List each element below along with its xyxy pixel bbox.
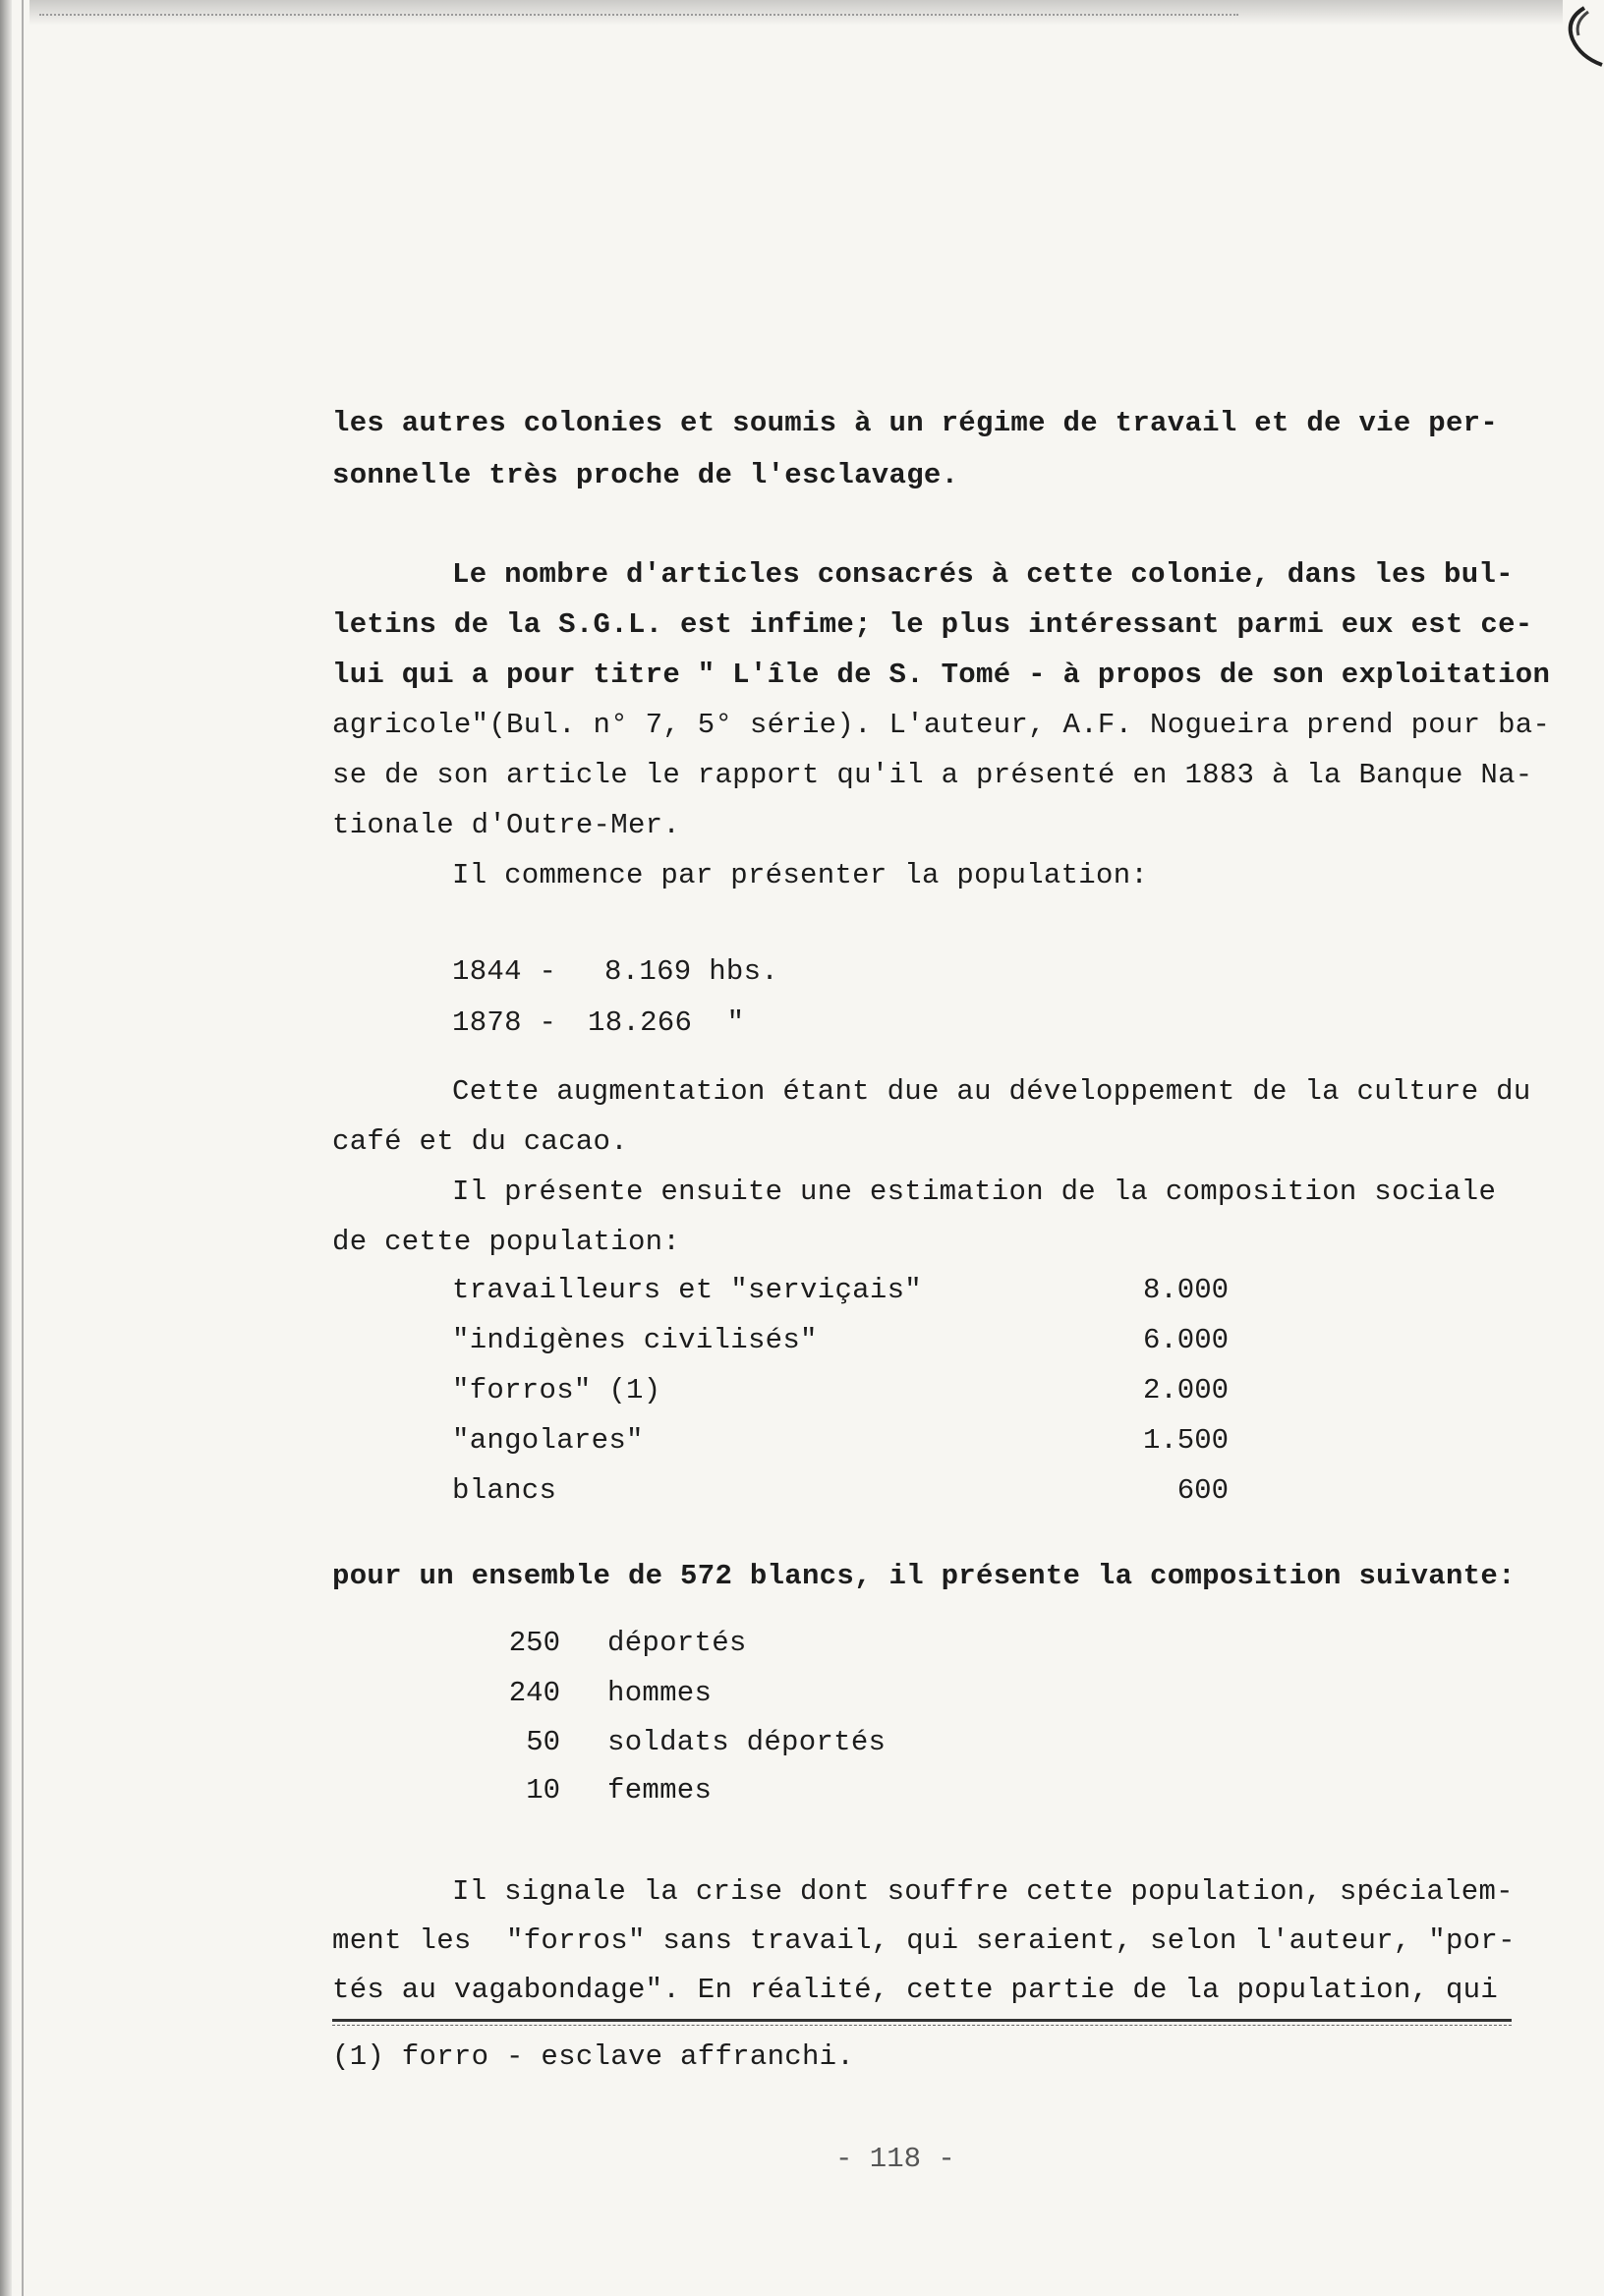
white-value-3: 50: [526, 1726, 560, 1758]
white-label-2: hommes: [607, 1677, 713, 1709]
white-label-4: femmes: [607, 1774, 713, 1807]
population-year-1844: 1844 -: [452, 955, 557, 988]
scan-left-line: [22, 0, 24, 2296]
paragraph2-line-4: agricole"(Bul. n° 7, 5° série). L'auteur, A.F. Nogueira prend pour ba-: [332, 709, 1551, 741]
paragraph5-line-2: ment les "forros" sans travail, qui seraient, selon l'auteur, "por-: [332, 1924, 1516, 1957]
footnote-rule-secondary: [332, 2025, 1512, 2026]
white-value-4: 10: [526, 1774, 560, 1807]
paragraph2-line-1: Le nombre d'articles consacrés à cette colonie, dans les bul-: [452, 558, 1514, 591]
intro-population: Il commence par présenter la population:: [452, 859, 1149, 891]
intro-whites: pour un ensemble de 572 blancs, il présente la composition suivante:: [332, 1560, 1516, 1592]
paragraph2-line-2: letins de la S.G.L. est infime; le plus intéressant parmi eux est ce-: [332, 608, 1533, 641]
footnote: (1) forro - esclave affranchi.: [332, 2040, 855, 2073]
paragraph4-line-2: de cette population:: [332, 1226, 681, 1258]
social-value-4: 1.500: [1142, 1424, 1229, 1457]
paragraph5-line-1: Il signale la crise dont souffre cette population, spécialem-: [452, 1875, 1514, 1908]
white-label-3: soldats déportés: [607, 1726, 887, 1758]
paragraph2-line-6: tionale d'Outre-Mer.: [332, 809, 681, 841]
page-number: - 118 -: [835, 2143, 955, 2175]
white-value-1: 250: [508, 1627, 560, 1659]
population-value-1844: 8.169 hbs.: [604, 955, 779, 988]
social-label-1: travailleurs et "serviçais": [452, 1274, 922, 1306]
paragraph2-line-5: se de son article le rapport qu'il a présenté en 1883 à la Banque Na-: [332, 759, 1533, 791]
social-value-1: 8.000: [1142, 1274, 1229, 1306]
social-value-2: 6.000: [1142, 1324, 1229, 1356]
paragraph3-line-2: café et du cacao.: [332, 1125, 628, 1158]
white-value-2: 240: [508, 1677, 560, 1709]
paragraph4-line-1: Il présente ensuite une estimation de la composition sociale: [452, 1176, 1497, 1208]
scan-top-edge: [29, 0, 1563, 26]
paragraph1-line-1: les autres colonies et soumis à un régime de travail et de vie per-: [332, 407, 1499, 439]
social-label-2: "indigènes civilisés": [452, 1324, 818, 1356]
social-value-5: 600: [1176, 1474, 1229, 1507]
paragraph1-line-2: sonnelle très proche de l'esclavage.: [332, 459, 959, 491]
paragraph3-line-1: Cette augmentation étant due au développement de la culture du: [452, 1075, 1531, 1108]
social-label-4: "angolares": [452, 1424, 644, 1457]
population-value-1878: 18.266 ": [588, 1006, 745, 1039]
scan-left-edge: [0, 0, 12, 2296]
footnote-rule: [332, 2019, 1512, 2022]
paragraph5-line-3: tés au vagabondage". En réalité, cette partie de la population, qui: [332, 1974, 1499, 2006]
social-label-5: blancs: [452, 1474, 557, 1507]
social-value-3: 2.000: [1142, 1374, 1229, 1406]
population-year-1878: 1878 -: [452, 1006, 557, 1039]
social-label-3: "forros" (1): [452, 1374, 661, 1406]
corner-curl-mark: [1545, 0, 1604, 79]
paragraph2-line-3: lui qui a pour titre " L'île de S. Tomé - à propos de son exploitation: [332, 659, 1551, 691]
scan-top-line: [39, 14, 1238, 19]
white-label-1: déportés: [607, 1627, 747, 1659]
